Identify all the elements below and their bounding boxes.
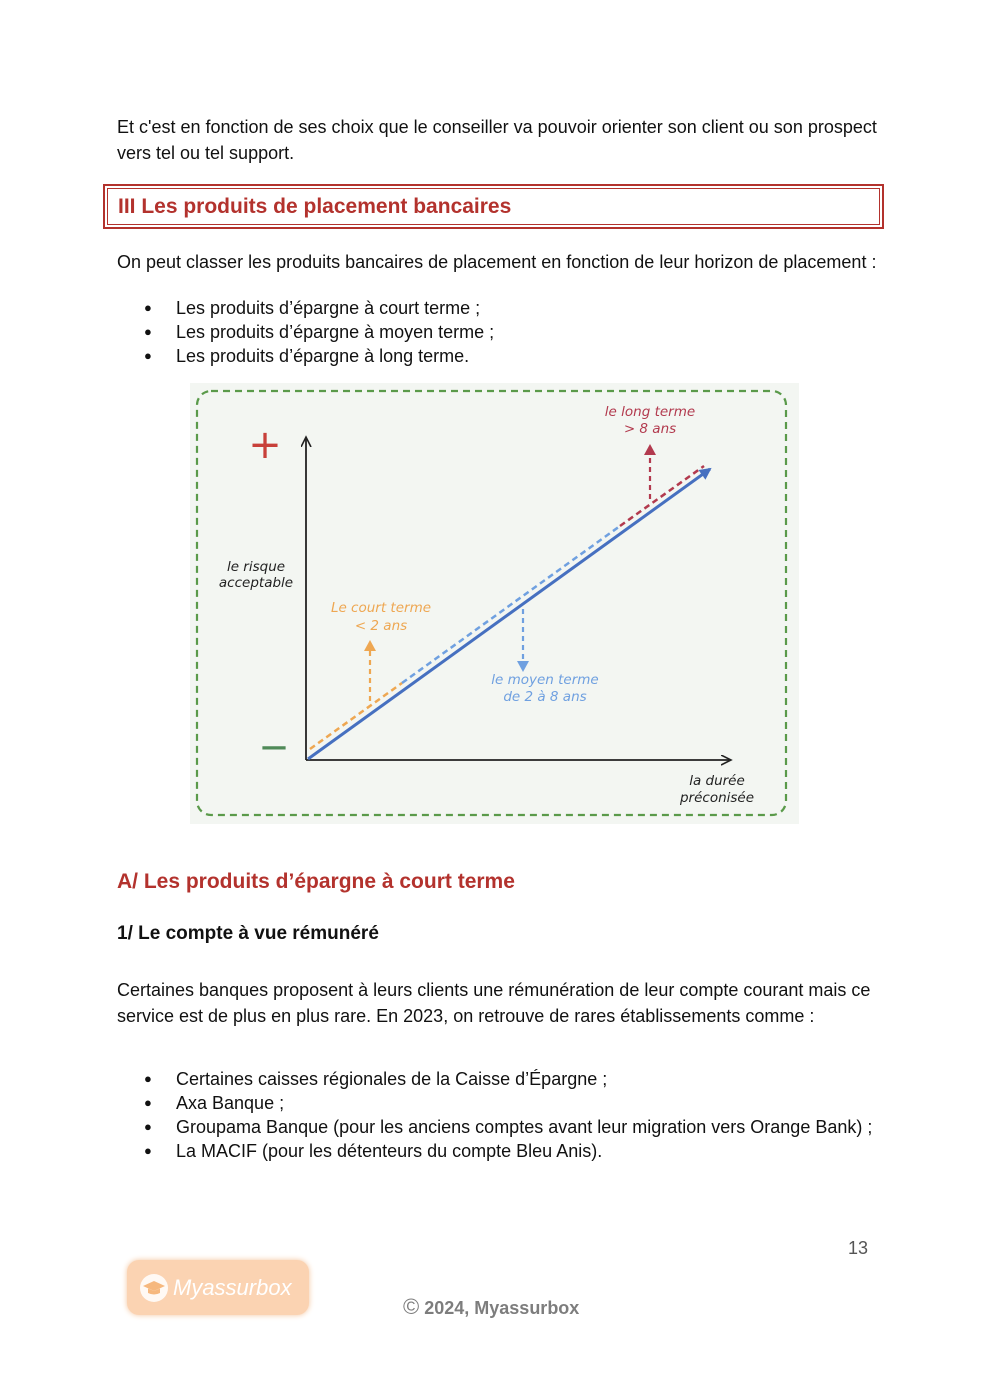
list-item: ● Les produits d’épargne à long terme. — [117, 344, 887, 368]
minus-sign: — — [261, 732, 287, 762]
x-axis-label-line2: préconisée — [679, 790, 755, 806]
horizon-list — [117, 296, 887, 368]
medium-term-label-line2: de 2 à 8 ans — [503, 689, 587, 705]
subsection-a-heading: A/ Les produits d’épargne à court terme — [117, 870, 515, 893]
list-item: ● Certaines caisses régionales de la Caisse d’Épargne ; — [117, 1067, 887, 1091]
copyright-symbol: © — [403, 1294, 420, 1319]
x-axis-label-line1: la durée — [689, 773, 745, 789]
logo-text: Myassurbox — [173, 1274, 292, 1300]
medium-term-dashed-segment — [402, 526, 620, 683]
short-term-label-line1: Le court terme — [330, 600, 432, 616]
short-term-label-line2: < 2 ans — [354, 618, 408, 634]
medium-term-label-line1: le moyen terme — [491, 672, 599, 688]
intro-paragraph: Et c'est en fonction de ses choix que le conseiller va pouvoir orienter son client ou son prospect vers tel ou tel support. — [117, 117, 877, 163]
long-term-dashed-segment — [620, 466, 704, 526]
long-term-label-line1: le long terme — [604, 404, 696, 420]
y-axis-label-line1: le risque — [226, 559, 286, 575]
bank-list — [117, 1067, 887, 1163]
plus-sign: + — [248, 422, 282, 468]
diagram-svg — [190, 383, 799, 824]
risk-duration-diagram — [190, 383, 799, 824]
account-paragraph: Certaines banques proposent à leurs clients une rémunération de leur compte courant mais ce service est de plus en plus rare. En 2023, on retrouve de rares établissements comme : — [117, 980, 871, 1026]
short-term-dashed-segment — [310, 683, 402, 749]
list-item: ● Axa Banque ; — [117, 1091, 887, 1115]
list-item: ● La MACIF (pour les détenteurs du compte Bleu Anis). — [117, 1139, 887, 1163]
list-item: ● Les produits d’épargne à moyen terme ; — [117, 320, 887, 344]
subsection-1-heading: 1/ Le compte à vue rémunéré — [117, 923, 379, 944]
section-title: III Les produits de placement bancaires — [107, 188, 880, 225]
page-number: 13 — [848, 1238, 869, 1258]
classification-paragraph: On peut classer les produits bancaires de placement en fonction de leur horizon de placement : — [117, 252, 877, 272]
section-title-box — [103, 184, 884, 229]
copyright-text: 2024, Myassurbox — [424, 1298, 580, 1318]
copyright — [403, 1294, 579, 1320]
myassurbox-logo — [127, 1260, 309, 1315]
long-term-label-line2: > 8 ans — [623, 421, 677, 437]
y-axis-label-line2: acceptable — [218, 575, 294, 591]
list-item: ● Les produits d’épargne à court terme ; — [117, 296, 887, 320]
list-item: ● Groupama Banque (pour les anciens comptes avant leur migration vers Orange Bank) ; — [117, 1115, 887, 1139]
graduation-cap-icon — [139, 1273, 169, 1303]
